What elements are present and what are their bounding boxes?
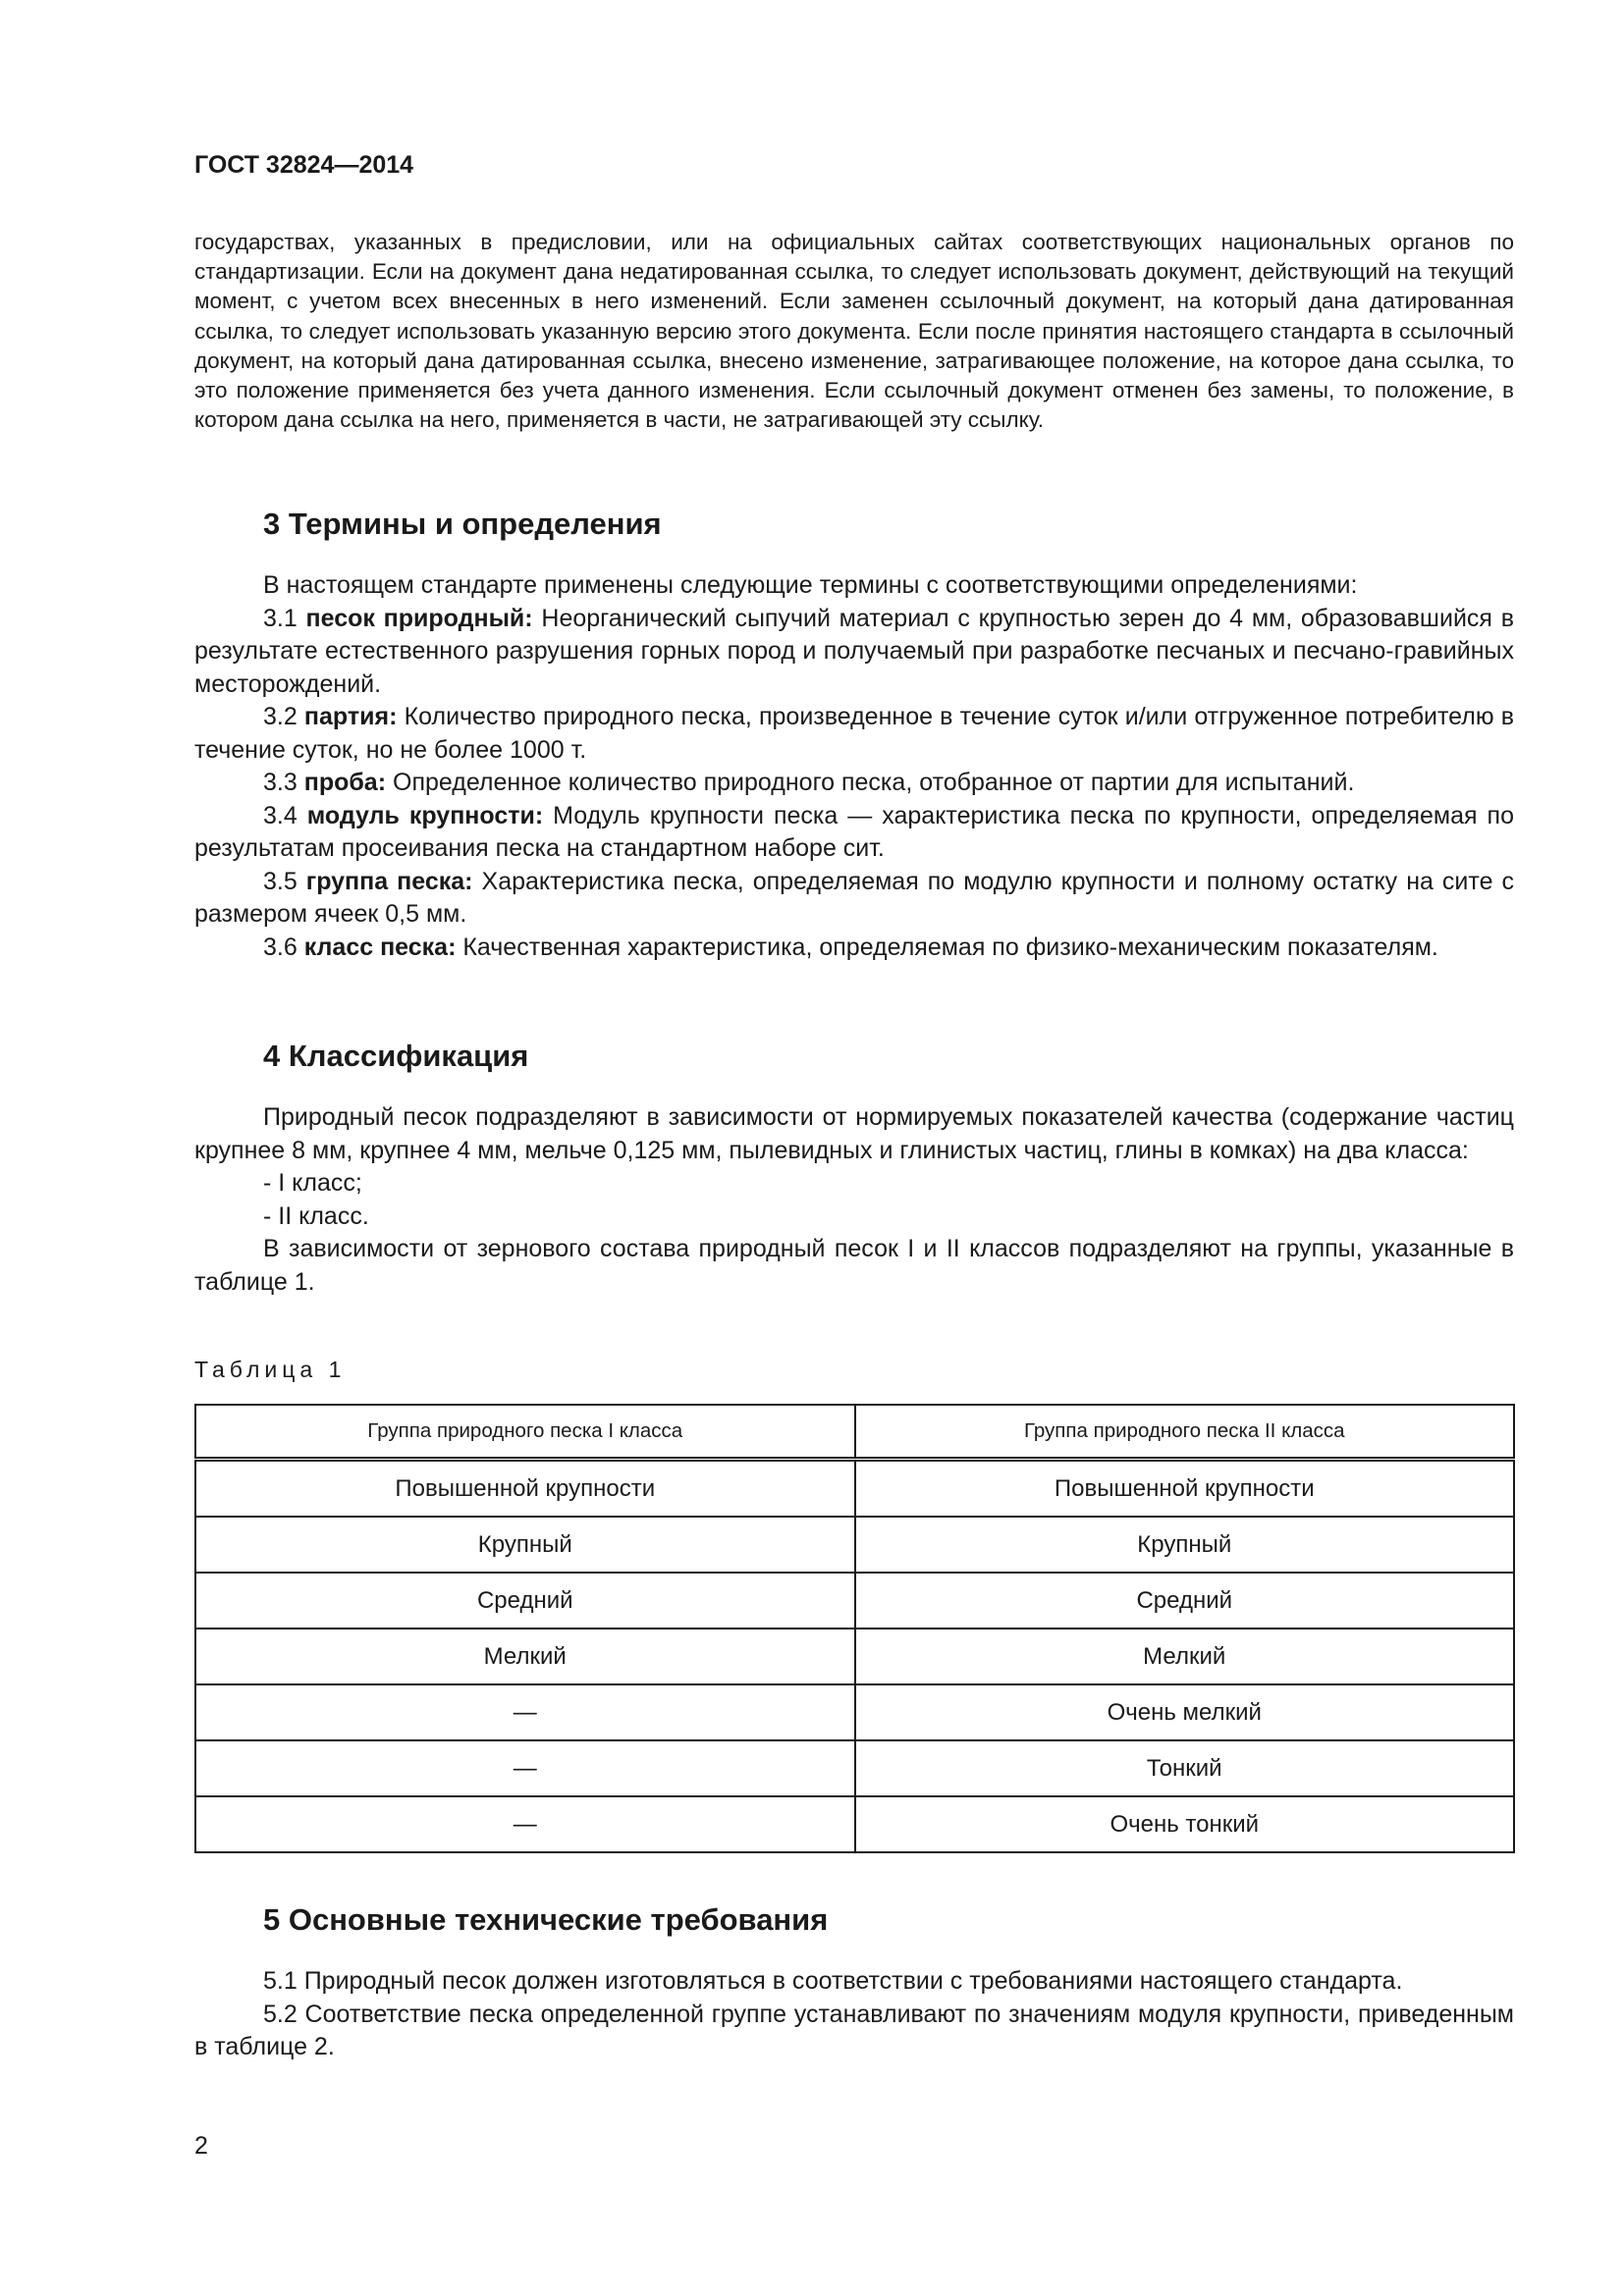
section-5-para-1: 5.1 Природный песок должен изготовляться в соответствии с требованиями настоящего стандарта. — [263, 1967, 1403, 1995]
table-row — [195, 1573, 1514, 1629]
term-definition: Качественная характеристика, определяемая по физико-механическим показателям. — [462, 933, 1438, 961]
term-num: 3.5 — [263, 867, 298, 895]
table-cell: Средний — [195, 1573, 855, 1629]
table-cell: Мелкий — [195, 1629, 855, 1684]
table-cell: Повышенной крупности — [195, 1460, 855, 1518]
term-definition: Неорганический сыпучий материал с крупностью зерен до 4 мм, образовавшийся в результате естественного разрушения горных пород и получаемый при разработке песчаных и песчано-гравийных месторождений. — [194, 604, 1514, 698]
term-name: проба: — [303, 769, 387, 796]
term-3-3 — [194, 767, 1514, 800]
section-4 — [194, 1039, 1514, 1299]
section-4-para-1: Природный песок подразделяют в зависимости от нормируемых показателей качества (содержание частиц крупнее 8 мм, крупнее 4 мм, мельче 0,125 мм, пылевидных и глинистых частиц, глины в комках) на два класса: — [194, 1103, 1514, 1164]
term-num: 3.6 — [263, 933, 298, 961]
page-number: 2 — [194, 2132, 208, 2160]
table-row — [195, 1517, 1514, 1573]
section-5 — [194, 1902, 1514, 2064]
table-cell: — — [195, 1796, 855, 1852]
class-list-item: - I класс; — [263, 1169, 362, 1197]
term-3-6 — [194, 932, 1514, 965]
table-cell: Очень мелкий — [855, 1684, 1515, 1740]
table-row — [195, 1740, 1514, 1796]
term-name: модуль крупности: — [306, 801, 544, 829]
section-5-para-2: 5.2 Соответствие песка определенной группе устанавливают по значениям модуля крупности, приведенным в таблице 2. — [194, 2000, 1514, 2060]
term-3-5 — [194, 866, 1514, 932]
table-row — [195, 1629, 1514, 1684]
term-3-1 — [194, 603, 1514, 702]
term-3-4 — [194, 800, 1514, 866]
term-name: класс песка: — [303, 933, 457, 961]
section-4-heading: 4 Классификация — [263, 1039, 529, 1073]
term-3-2 — [194, 701, 1514, 767]
term-definition: Определенное количество природного песка, отобранное от партии для испытаний. — [393, 769, 1355, 796]
section-3-heading: 3 Термины и определения — [263, 507, 662, 541]
term-definition: Модуль крупности песка — характеристика песка по крупности, определяемая по результатам просеивания песка на стандартном наборе сит. — [194, 801, 1514, 862]
term-num: 3.3 — [263, 769, 298, 796]
table-cell: Мелкий — [855, 1629, 1515, 1684]
term-name: партия: — [303, 703, 398, 730]
table-1-caption: Таблица 1 — [194, 1357, 347, 1382]
table-cell: — — [195, 1740, 855, 1796]
term-num: 3.1 — [263, 604, 298, 632]
table-row — [195, 1460, 1514, 1518]
term-name: песок природный: — [305, 604, 533, 632]
class-list-item: - II класс. — [263, 1201, 369, 1230]
document-header: ГОСТ 32824—2014 — [194, 151, 414, 179]
term-definition: Характеристика песка, определяемая по модулю крупности и полному остатку на сите с размером ячеек 0,5 мм. — [194, 867, 1514, 928]
table-header-cell: Группа природного песка I класса — [195, 1405, 855, 1460]
table-cell: Тонкий — [855, 1740, 1515, 1796]
term-definition: Количество природного песка, произведенное в течение суток и/или отгруженное потребителю в течение суток, но не более 1000 т. — [194, 703, 1514, 764]
table-1 — [194, 1404, 1515, 1853]
table-row — [195, 1796, 1514, 1852]
table-cell: Повышенной крупности — [855, 1460, 1515, 1518]
term-name: группа песка: — [305, 867, 473, 895]
table-cell: Крупный — [195, 1517, 855, 1573]
term-num: 3.2 — [263, 703, 298, 730]
intro-paragraph: государствах, указанных в предисловии, или на официальных сайтах соответствующих национальных органов по стандартизации. Если на документ дана недатированная ссылка, то следует использовать документ, действующий на текущий момент, с учетом всех внесенных в него изменений. Если заменен ссылочный документ, на который дана датированная ссылка, то следует использовать указанную версию этого документа. Если после принятия настоящего стандарта в ссылочный документ, на который дана датированная ссылка, внесено изменение, затрагивающее положение, на которое дана ссылка, то это положение применяется без учета данного изменения. Если ссылочный документ отменен без замены, то положение, в котором дана ссылка на него, применяется в части, не затрагивающей эту ссылку. — [194, 230, 1514, 433]
table-row — [195, 1684, 1514, 1740]
table-header-row — [195, 1405, 1514, 1460]
table-cell: Крупный — [855, 1517, 1515, 1573]
section-3 — [194, 507, 1514, 964]
section-5-heading: 5 Основные технические требования — [263, 1902, 829, 1937]
table-header-cell: Группа природного песка II класса — [855, 1405, 1515, 1460]
term-num: 3.4 — [263, 801, 298, 829]
section-4-para-2: В зависимости от зернового состава природный песок I и II классов подразделяют на группы, указанные в таблице 1. — [194, 1235, 1514, 1296]
table-cell: Очень тонкий — [855, 1796, 1515, 1852]
table-cell: Средний — [855, 1573, 1515, 1629]
section-3-intro: В настоящем стандарте применены следующие термины с соответствующими определениями: — [263, 571, 1358, 599]
table-cell: — — [195, 1684, 855, 1740]
